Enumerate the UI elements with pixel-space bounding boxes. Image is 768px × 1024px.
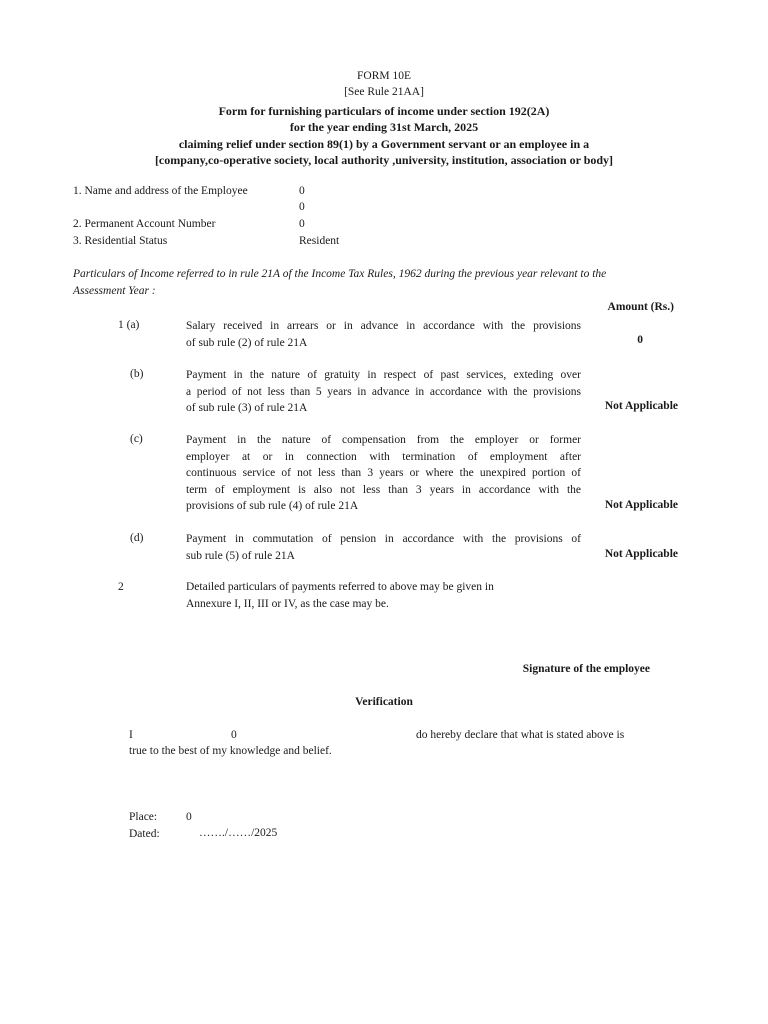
item-amount: Not Applicable: [604, 548, 678, 560]
note-number: 2: [118, 581, 124, 593]
rule-reference: [See Rule 21AA]: [344, 86, 424, 98]
item-text-line: Payment in the nature of gratuity in respect of past services, exteding over: [186, 369, 581, 381]
verification-declaration: do hereby declare that what is stated above is: [416, 729, 625, 741]
note-line1: Detailed particulars of payments referred to above may be given in: [186, 581, 494, 593]
item-text-line: of sub rule (2) of rule 21A: [186, 336, 308, 349]
item-description: [186, 318, 581, 351]
employee-address-value: 0: [299, 201, 305, 213]
particulars-intro-line2: Assessment Year :: [73, 285, 156, 297]
item-amount: Not Applicable: [604, 499, 678, 511]
form-title-line2: for the year ending 31st March, 2025: [289, 120, 479, 134]
item-text-line: continuous service of not less than 3 years or where the unexpired portion of: [186, 467, 581, 479]
item-description: [186, 531, 581, 564]
verification-title: Verification: [355, 696, 413, 708]
particulars-intro-line1: Particulars of Income referred to in rule 21A of the Income Tax Rules, 1962 during the previous year relevant to the: [73, 268, 607, 280]
item-amount: 0: [637, 334, 643, 346]
item-text-line: employer at or in connection with termination of employment after: [186, 450, 581, 463]
form-number: FORM 10E: [357, 70, 411, 82]
form-title-line3: claiming relief under section 89(1) by a Government servant or an employee in a: [178, 137, 590, 151]
form-title-line1: Form for furnishing particulars of income under section 192(2A): [218, 104, 550, 118]
item-amount: Not Applicable: [604, 400, 678, 412]
item-description: [186, 367, 581, 417]
place-value: 0: [186, 811, 192, 823]
pan-label: 2. Permanent Account Number: [73, 218, 216, 230]
item-text-line: term of employment is also not less than 3 years in accordance with the: [186, 483, 581, 496]
item-text-line: Payment in commutation of pension in accordance with the provisions of: [186, 533, 581, 545]
form-title-line4: [company,co-operative society, local authority ,university, institution, association or body]: [154, 153, 614, 167]
item-text-line: Payment in the nature of compensation from the employer or former: [186, 434, 581, 446]
item-text-line: of sub rule (3) of rule 21A: [186, 402, 308, 414]
employee-name-label: 1. Name and address of the Employee: [73, 185, 248, 197]
place-label: Place:: [129, 811, 158, 823]
item-number: (d): [130, 532, 144, 544]
pan-value: 0: [299, 218, 305, 230]
signature-label: Signature of the employee: [522, 663, 650, 675]
dated-label: Dated:: [129, 828, 160, 840]
item-description: [186, 432, 581, 515]
item-number: (c): [130, 433, 143, 445]
item-number: 1 (a): [118, 319, 140, 331]
residential-status-label: 3. Residential Status: [73, 235, 168, 247]
note-line2: Annexure I, II, III or IV, as the case may be.: [186, 598, 389, 610]
item-text-line: a period of not less than 5 years in advance in accordance with the provisions: [186, 385, 581, 398]
verification-name-value: 0: [231, 729, 237, 741]
amount-header: Amount (Rs.): [607, 301, 674, 313]
item-text-line: provisions of sub rule (4) of rule 21A: [186, 500, 359, 512]
verification-line2: true to the best of my knowledge and belief.: [129, 745, 332, 757]
item-number: (b): [130, 368, 144, 380]
residential-status-value: Resident: [299, 235, 340, 247]
item-text-line: sub rule (5) of rule 21A: [186, 549, 295, 562]
item-text-line: Salary received in arrears or in advance in accordance with the provisions: [186, 320, 581, 332]
verification-i: I: [129, 729, 133, 741]
employee-name-value: 0: [299, 185, 305, 197]
dated-value: ……./……/2025: [199, 827, 278, 839]
